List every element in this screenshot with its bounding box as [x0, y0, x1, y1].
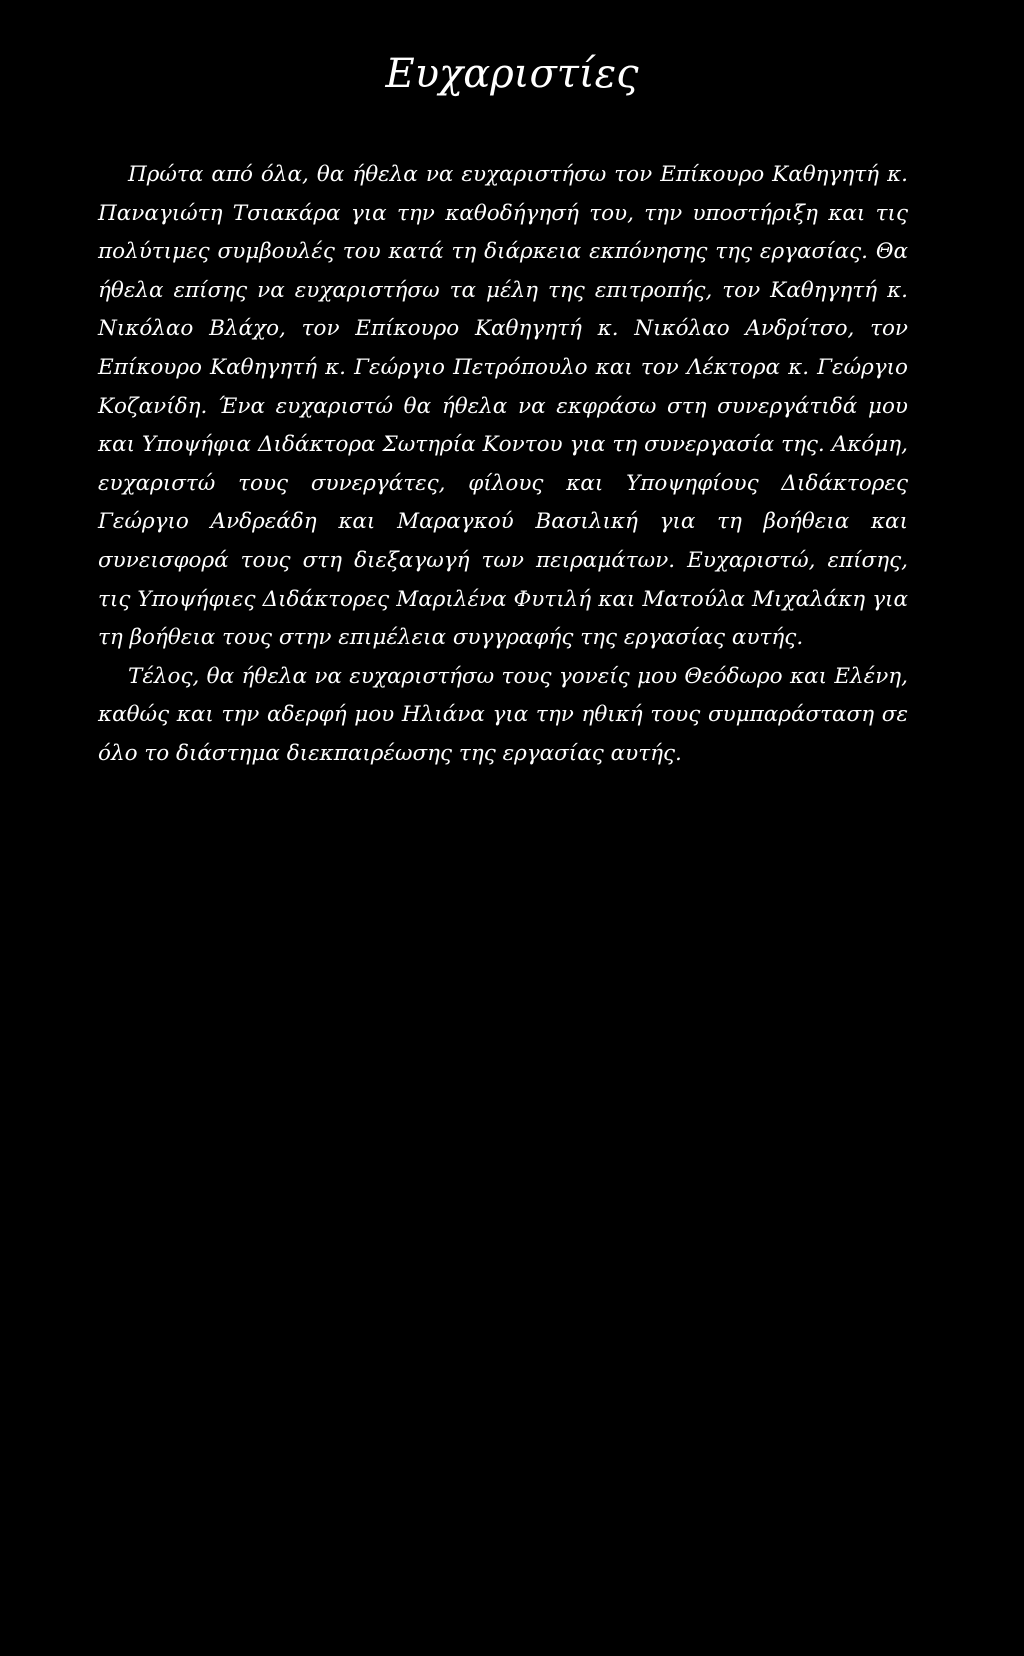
paragraph-2: Τέλος, θα ήθελα να ευχαριστήσω τους γονείς μου Θεόδωρο και Ελένη, καθώς και την αδερφή μου Ηλιάνα για την ηθική τους συμπαράσταση σε όλο το διάστημα διεκπαιρέωσης της εργασίας αυτής. — [98, 663, 908, 766]
acknowledgements-body — [98, 156, 908, 774]
paragraph-1: Πρώτα από όλα, θα ήθελα να ευχαριστήσω τον Επίκουρο Καθηγητή κ. Παναγιώτη Τσιακάρα για την καθοδήγησή του, την υποστήριξη και τις πολύτιμες συμβουλές του κατά τη διάρκεια εκπόνησης της εργασίας. Θα ήθελα επίσης να ευχαριστήσω τα μέλη της επιτροπής, τον Καθηγητή κ. Νικόλαο Βλάχο, τον Επίκουρο Καθηγητή κ. Νικόλαο Ανδρίτσο, τον Επίκουρο Καθηγητή κ. Γεώργιο Πετρόπουλο και τον Λέκτορα κ. Γεώργιο Κοζανίδη. Ένα ευχαριστώ θα ήθελα να εκφράσω στη συνεργάτιδά μου και Υποψήφια Διδάκτορα Σωτηρία Κοντου για τη συνεργασία της. Ακόμη, ευχαριστώ τους συνεργάτες, φίλους και Υποψηφίους Διδάκτορες Γεώργιο Ανδρεάδη και Μαραγκού Βασιλική για τη βοήθεια και συνεισφορά τους στη διεξαγωγή των πειραμάτων. Ευχαριστώ, επίσης, τις Υποψήφιες Διδάκτορες Μαριλένα Φυτιλή και Ματούλα Μιχαλάκη για τη βοήθεια τους στην επιμέλεια συγγραφής της εργασίας αυτής. — [98, 162, 908, 651]
page-title: Ευχαριστίες — [385, 51, 639, 97]
